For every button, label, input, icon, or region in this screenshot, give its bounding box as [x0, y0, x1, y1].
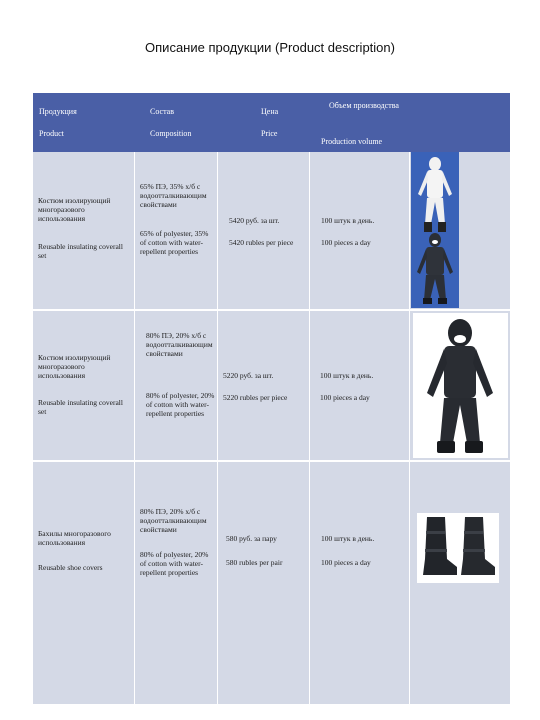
row2-composition-en: 80% of polyester, 20% of cotton with water-repellent properties [146, 391, 215, 418]
header-price-en: Price [261, 129, 278, 138]
table-header [33, 93, 510, 152]
row2-product-ru: Костюм изолирующий многоразового использования [38, 353, 111, 380]
row3-composition-ru: 80% ПЭ, 20% х/б с водоотталкивающим свойствами [140, 507, 207, 534]
header-composition-en: Composition [150, 129, 192, 138]
row1-product-en: Reusable insulating coverall set [38, 242, 123, 260]
row3-price-en: 580 rubles per pair [226, 558, 283, 567]
row-divider [33, 309, 510, 311]
header-price-ru: Цена [261, 107, 279, 116]
row1-product-ru: Костюм изолирующий многоразового использования [38, 196, 111, 223]
column-divider [409, 152, 410, 704]
header-product-ru: Продукция [39, 107, 77, 116]
shoe-covers-photo-frame [417, 513, 499, 583]
row2-composition-ru: 80% ПЭ, 20% х/б с водоотталкивающим свойствами [146, 331, 213, 358]
table-row [33, 462, 510, 704]
row2-price-ru: 5220 руб. за шт. [223, 371, 274, 380]
row3-price-ru: 580 руб. за пару [226, 534, 277, 543]
row1-composition-ru: 65% ПЭ, 35% х/б с водоотталкивающим свойствами [140, 182, 207, 209]
row3-product-en: Reusable shoe covers [38, 563, 103, 572]
product-table [33, 93, 510, 704]
header-volume-ru: Объем производства [329, 101, 399, 110]
row3-volume-ru: 100 штук в день. [321, 534, 375, 543]
column-divider [217, 152, 218, 704]
row1-composition-en: 65% of polyester, 35% of cotton with water-repellent properties [140, 229, 209, 256]
shoe-covers-photo [417, 513, 499, 583]
row2-volume-ru: 100 штук в день. [320, 371, 374, 380]
row1-price-en: 5420 rubles per piece [229, 238, 294, 247]
header-volume-en: Production volume [321, 137, 383, 146]
header-composition-ru: Состав [150, 107, 175, 116]
white-coverall-photo [411, 152, 459, 308]
row3-volume-en: 100 pieces a day [321, 558, 371, 567]
row1-volume-ru: 100 штук в день. [321, 216, 375, 225]
column-divider [134, 152, 135, 704]
row2-price-en: 5220 rubles per piece [223, 393, 288, 402]
black-coverall-photo [413, 313, 508, 458]
row2-volume-en: 100 pieces a day [320, 393, 370, 402]
coverall-photo-pair [411, 152, 459, 308]
row3-composition-en: 80% of polyester, 20% of cotton with water-repellent properties [140, 550, 209, 577]
page-title: Описание продукции (Product description) [145, 40, 395, 55]
row1-volume-en: 100 pieces a day [321, 238, 371, 247]
header-product-en: Product [39, 129, 64, 138]
row1-price-ru: 5420 руб. за шт. [229, 216, 280, 225]
row2-product-en: Reusable insulating coverall set [38, 398, 123, 416]
row-divider [33, 460, 510, 462]
black-coverall-photo-frame [413, 313, 508, 458]
column-divider [309, 152, 310, 704]
row3-product-ru: Бахилы многоразового использования [38, 529, 111, 547]
